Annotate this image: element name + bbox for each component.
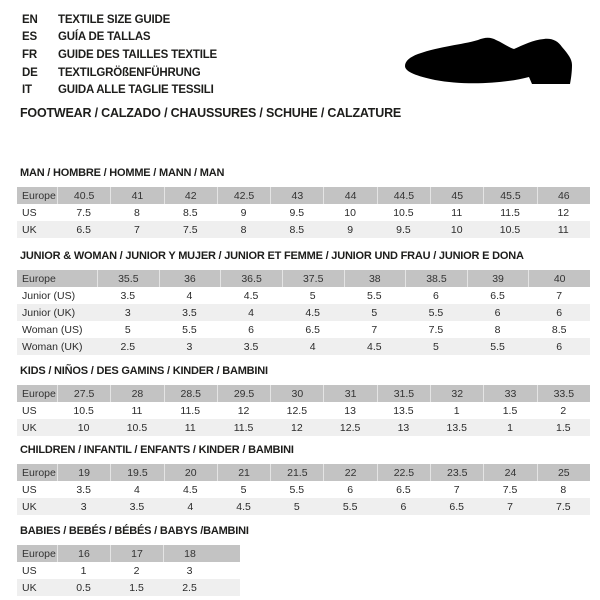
row-label: Europe	[22, 272, 56, 285]
row-label: US	[22, 483, 37, 496]
size-table	[17, 464, 590, 515]
language-list	[22, 11, 217, 99]
dress-shoe-icon	[395, 28, 580, 103]
size-value: 19	[57, 464, 110, 481]
size-value: 3	[186, 564, 193, 577]
size-value: 11	[184, 421, 196, 434]
size-value: 7	[556, 289, 563, 302]
size-value: 35.5	[97, 270, 159, 287]
row-label: Europe	[22, 189, 56, 202]
size-value: 7.5	[556, 500, 571, 513]
size-value: 7.5	[502, 483, 518, 496]
table-row	[17, 221, 590, 238]
row-label: US	[22, 564, 37, 577]
table-row	[17, 481, 590, 498]
size-value: 7.5	[428, 323, 444, 336]
size-value: 4.5	[305, 306, 320, 319]
size-value: 38	[344, 270, 406, 287]
size-value: 5.5	[342, 500, 358, 513]
size-value: 3.5	[129, 500, 145, 513]
size-value: 3.5	[76, 483, 91, 496]
size-value: 5.5	[289, 483, 305, 496]
size-value: 10	[344, 206, 356, 219]
section-title: CHILDREN / INFANTIL / ENFANTS / KINDER / BAMBINI	[20, 444, 294, 456]
size-value: 19.5	[110, 464, 163, 481]
row-label: Woman (US)	[22, 323, 83, 336]
language-code: EN	[22, 13, 38, 26]
size-value: 33.5	[537, 385, 590, 402]
size-value: 6	[248, 323, 254, 336]
size-value: 8	[494, 323, 501, 336]
size-value: 6	[494, 306, 501, 319]
language-code: FR	[22, 48, 37, 61]
size-value: 6	[347, 483, 354, 496]
size-value: 11	[451, 206, 463, 219]
size-value: 3	[124, 306, 131, 319]
size-value: 11.5	[180, 404, 201, 417]
size-value: 9.5	[396, 223, 411, 236]
size-value: 9	[347, 223, 354, 236]
size-section	[17, 167, 590, 238]
size-value: 3.5	[182, 306, 197, 319]
size-value: 28.5	[164, 385, 217, 402]
size-value: 6.5	[305, 323, 320, 336]
table-row	[17, 187, 590, 204]
size-value: 6.5	[396, 483, 411, 496]
section-title: MAN / HOMBRE / HOMME / MANN / MAN	[20, 167, 225, 179]
table-row	[17, 385, 590, 402]
table-row	[17, 204, 590, 221]
size-value: 16	[57, 545, 110, 562]
size-value: 5	[309, 289, 316, 302]
size-value: 10.5	[126, 421, 148, 434]
size-value: 28	[110, 385, 163, 402]
size-value: 21.5	[270, 464, 323, 481]
section-title: KIDS / NIÑOS / DES GAMINS / KINDER / BAMBINI	[20, 365, 268, 377]
size-value: 7	[134, 223, 140, 236]
size-value: 5	[240, 483, 247, 496]
language-row-fr	[22, 46, 217, 64]
size-value: 8	[240, 223, 247, 236]
size-value: 4.5	[236, 500, 251, 513]
size-value: 6	[400, 500, 407, 513]
size-value: 30	[270, 385, 323, 402]
size-section	[17, 250, 590, 355]
size-value: 29.5	[217, 385, 270, 402]
size-value: 7	[453, 483, 460, 496]
size-value: 44	[323, 187, 376, 204]
size-value: 9.5	[289, 206, 305, 219]
table-row	[17, 287, 590, 304]
row-label: UK	[22, 421, 37, 434]
size-value: 10.5	[393, 206, 414, 219]
size-value: 23.5	[430, 464, 483, 481]
size-value: 10	[450, 223, 463, 236]
size-value: 38.5	[405, 270, 467, 287]
language-label: GUIDA ALLE TAGLIE TESSILI	[58, 84, 214, 97]
size-value: 17	[110, 545, 163, 562]
size-value: 12	[557, 206, 570, 219]
size-value: 1	[80, 564, 87, 577]
size-value: 3	[80, 500, 87, 513]
size-value: 12	[237, 404, 250, 417]
row-label: Europe	[22, 547, 56, 560]
size-value: 5.5	[428, 306, 444, 319]
size-value: 13.5	[446, 421, 467, 434]
size-value: 32	[430, 385, 483, 402]
size-value: 4	[309, 340, 316, 353]
size-value: 6	[556, 306, 563, 319]
size-value: 6.5	[490, 289, 505, 302]
size-value: 5.5	[182, 323, 197, 336]
category-title: FOOTWEAR / CALZADO / CHAUSSURES / SCHUHE / CALZATURE	[20, 106, 402, 120]
size-value: 9	[240, 206, 247, 219]
row-label: UK	[22, 581, 37, 594]
language-label: TEXTILE SIZE GUIDE	[58, 13, 171, 26]
size-value: 6.5	[76, 223, 91, 236]
size-value: 6	[433, 289, 439, 302]
size-value: 44.5	[377, 187, 430, 204]
size-value: 7	[371, 323, 378, 336]
section-title: BABIES / BEBÉS / BÉBÉS / BABYS /BAMBINI	[20, 525, 249, 537]
language-row-es	[22, 29, 217, 47]
size-value: 18	[163, 545, 216, 562]
size-value: 31.5	[377, 385, 430, 402]
size-value: 1.5	[502, 404, 518, 417]
size-value: 10.5	[73, 404, 94, 417]
size-value: 13	[344, 404, 356, 417]
table-row	[17, 498, 590, 515]
size-value: 12.5	[286, 404, 308, 417]
size-section	[17, 525, 590, 596]
size-value: 4.5	[243, 289, 259, 302]
size-value: 2.5	[120, 340, 136, 353]
size-value: 13	[397, 421, 410, 434]
size-value: 8.5	[182, 206, 198, 219]
language-row-de	[22, 64, 217, 82]
size-table	[17, 187, 590, 238]
size-value: 5.5	[367, 289, 382, 302]
size-value: 12.5	[339, 421, 361, 434]
size-value: 43	[270, 187, 323, 204]
size-value: 31	[323, 385, 376, 402]
language-code: DE	[22, 66, 38, 79]
language-code: IT	[22, 84, 32, 97]
size-value: 1	[507, 421, 513, 434]
size-value: 42.5	[217, 187, 270, 204]
size-value: 45.5	[483, 187, 536, 204]
size-value: 10.5	[499, 223, 521, 236]
size-value: 36.5	[220, 270, 282, 287]
size-value: 33	[483, 385, 536, 402]
size-value: 11.5	[500, 206, 520, 219]
language-label: GUÍA DE TALLAS	[58, 31, 151, 44]
size-value: 3	[186, 340, 193, 353]
size-value: 5	[433, 340, 439, 353]
table-row	[17, 579, 240, 596]
row-label: UK	[22, 500, 37, 513]
table-row	[17, 304, 590, 321]
size-value: 5	[293, 500, 300, 513]
size-value: 11	[131, 404, 143, 417]
row-label: Junior (US)	[22, 289, 76, 302]
size-value: 2	[133, 564, 140, 577]
size-value: 4	[187, 500, 194, 513]
size-value: 10	[77, 421, 90, 434]
size-value: 37.5	[282, 270, 344, 287]
language-code: ES	[22, 31, 37, 44]
size-value: 3.5	[243, 340, 259, 353]
table-row	[17, 402, 590, 419]
row-label: US	[22, 404, 37, 417]
size-value: 45	[430, 187, 483, 204]
size-value: 13.5	[393, 404, 414, 417]
size-value: 40.5	[57, 187, 110, 204]
size-table	[17, 545, 240, 596]
size-value: 42	[164, 187, 217, 204]
size-value: 5	[371, 306, 378, 319]
size-value: 4.5	[367, 340, 382, 353]
size-value: 2.5	[182, 581, 197, 594]
size-value: 7.5	[76, 206, 91, 219]
row-label: UK	[22, 223, 37, 236]
size-value: 0.5	[76, 581, 91, 594]
size-value: 39	[467, 270, 529, 287]
size-value: 11	[557, 223, 569, 236]
row-label: US	[22, 206, 37, 219]
size-table	[17, 270, 590, 355]
size-value: 1	[453, 404, 460, 417]
size-value: 4	[248, 306, 254, 319]
size-value: 11.5	[233, 421, 254, 434]
size-value: 8	[134, 206, 140, 219]
size-value: 8.5	[289, 223, 305, 236]
table-row	[17, 270, 590, 287]
size-value: 3.5	[120, 289, 136, 302]
table-row	[17, 338, 590, 355]
size-value: 1.5	[556, 421, 571, 434]
size-value: 6	[556, 340, 563, 353]
size-value: 41	[110, 187, 163, 204]
size-value: 1.5	[129, 581, 144, 594]
row-label: Woman (UK)	[22, 340, 83, 353]
table-row	[17, 321, 590, 338]
section-title: JUNIOR & WOMAN / JUNIOR Y MUJER / JUNIOR ET FEMME / JUNIOR UND FRAU / JUNIOR E DONA	[20, 250, 524, 262]
size-value: 5.5	[490, 340, 505, 353]
size-value: 4	[134, 483, 140, 496]
language-row-it	[22, 81, 217, 99]
size-value: 4.5	[182, 483, 198, 496]
table-row	[17, 464, 590, 481]
table-row	[17, 545, 240, 562]
size-value: 22.5	[377, 464, 430, 481]
size-value: 24	[483, 464, 536, 481]
size-value: 7	[507, 500, 513, 513]
table-row	[17, 419, 590, 436]
size-value: 4	[186, 289, 193, 302]
size-value: 46	[537, 187, 590, 204]
size-value: 20	[164, 464, 217, 481]
size-value: 36	[159, 270, 221, 287]
size-value: 5	[124, 323, 131, 336]
size-value: 7.5	[182, 223, 198, 236]
language-label: GUIDE DES TAILLES TEXTILE	[58, 48, 217, 61]
size-value: 40	[528, 270, 590, 287]
size-value: 6.5	[449, 500, 465, 513]
row-label: Europe	[22, 387, 56, 400]
row-label: Junior (UK)	[22, 306, 76, 319]
size-value: 8	[560, 483, 567, 496]
size-value: 21	[217, 464, 270, 481]
size-value: 22	[323, 464, 376, 481]
table-row	[17, 562, 240, 579]
size-value: 2	[560, 404, 567, 417]
size-value: 27.5	[57, 385, 110, 402]
size-section	[17, 365, 590, 436]
size-value: 12	[290, 421, 303, 434]
language-row-en	[22, 11, 217, 29]
size-section	[17, 444, 590, 515]
size-table	[17, 385, 590, 436]
row-label: Europe	[22, 466, 56, 479]
size-value: 25	[537, 464, 590, 481]
language-label: TEXTILGRÖßENFÜHRUNG	[58, 66, 201, 79]
size-value: 8.5	[551, 323, 567, 336]
